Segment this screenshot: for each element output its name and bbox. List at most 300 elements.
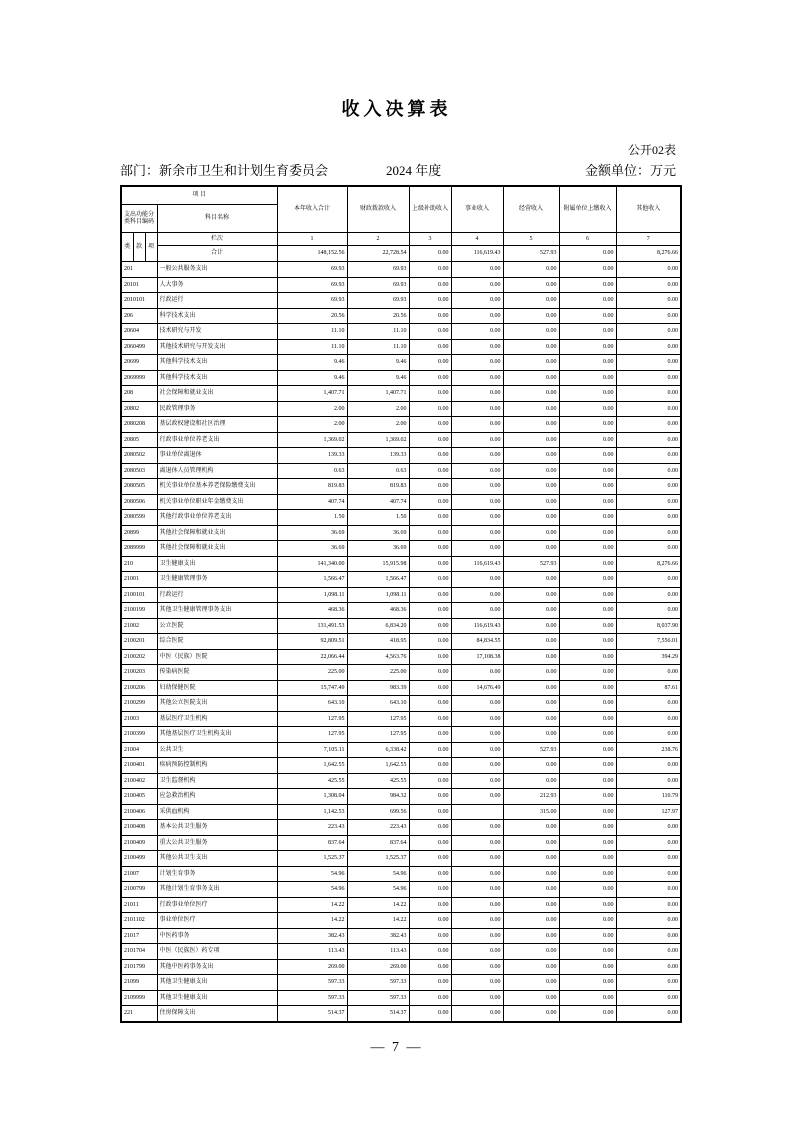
row-value: 0.00 <box>559 680 616 696</box>
row-value: 0.00 <box>409 866 451 882</box>
row-value: 139.33 <box>347 448 409 464</box>
row-value: 407.74 <box>277 494 347 510</box>
row-value: 0.00 <box>451 758 503 774</box>
table-row <box>121 262 681 278</box>
row-value: 0.00 <box>559 525 616 541</box>
table-row <box>121 897 681 913</box>
row-subject-name: 中医（民族）医院 <box>157 649 277 665</box>
row-code: 2060499 <box>121 339 157 355</box>
row-value: 15,915.98 <box>347 556 409 572</box>
row-value: 425.55 <box>347 773 409 789</box>
row-value: 36.69 <box>277 541 347 557</box>
subject-name-header: 科目名称 <box>157 205 277 233</box>
row-subject-name: 行政事业单位养老支出 <box>157 432 277 448</box>
row-value: 0.00 <box>559 603 616 619</box>
row-value: 0.00 <box>409 603 451 619</box>
row-value: 0.00 <box>503 711 559 727</box>
row-subject-name: 传染病医院 <box>157 665 277 681</box>
row-subject-name: 其他科学技术支出 <box>157 355 277 371</box>
content-area <box>120 141 679 1023</box>
row-code: 2100202 <box>121 649 157 665</box>
row-code: 2100101 <box>121 587 157 603</box>
row-value: 0.00 <box>616 572 681 588</box>
row-code: 20101 <box>121 277 157 293</box>
row-value: 0.00 <box>616 835 681 851</box>
row-value: 407.74 <box>347 494 409 510</box>
row-value: 0.00 <box>409 742 451 758</box>
row-subject-name: 中医药事务 <box>157 928 277 944</box>
row-value: 0.00 <box>559 882 616 898</box>
row-value: 15,747.49 <box>277 680 347 696</box>
table-row <box>121 401 681 417</box>
row-value: 84,834.55 <box>451 634 503 650</box>
row-value: 0.00 <box>616 277 681 293</box>
row-subject-name: 行政运行 <box>157 587 277 603</box>
row-value: 1,566.47 <box>277 572 347 588</box>
row-value: 0.00 <box>503 727 559 743</box>
row-value: 0.00 <box>616 603 681 619</box>
row-code: 2109999 <box>121 990 157 1006</box>
row-subject-name: 事业单位离退休 <box>157 448 277 464</box>
row-value: 0.00 <box>451 944 503 960</box>
row-value: 2.00 <box>277 417 347 433</box>
row-value: 315.00 <box>503 804 559 820</box>
code-part-xiang: 项 <box>145 233 157 262</box>
row-value: 116,619.43 <box>451 556 503 572</box>
row-value: 11.10 <box>277 339 347 355</box>
row-value: 7,105.11 <box>277 742 347 758</box>
row-value: 514.37 <box>347 1006 409 1022</box>
row-value: 0.00 <box>503 262 559 278</box>
row-subject-name: 其他科学技术支出 <box>157 370 277 386</box>
row-value: 468.36 <box>347 603 409 619</box>
row-value: 0.00 <box>559 494 616 510</box>
row-value: 0.00 <box>616 448 681 464</box>
row-value: 4,563.76 <box>347 649 409 665</box>
row-value: 0.00 <box>503 417 559 433</box>
row-value: 36.69 <box>347 541 409 557</box>
row-value: 0.00 <box>616 959 681 975</box>
row-value: 0.00 <box>559 463 616 479</box>
row-value: 597.33 <box>277 990 347 1006</box>
row-value: 394.29 <box>616 649 681 665</box>
row-value: 2.00 <box>277 401 347 417</box>
row-value: 0.00 <box>409 944 451 960</box>
amount-unit: 金额单位：万元 <box>584 163 676 178</box>
row-value: 9.46 <box>347 355 409 371</box>
row-value: 269.00 <box>347 959 409 975</box>
row-subject-name: 采供血机构 <box>157 804 277 820</box>
row-value: 127.95 <box>347 727 409 743</box>
row-value: 0.00 <box>559 789 616 805</box>
row-value: 0.00 <box>616 417 681 433</box>
row-value: 0.00 <box>451 928 503 944</box>
row-value: 1,098.11 <box>277 587 347 603</box>
row-code: 20699 <box>121 355 157 371</box>
row-value: 14.22 <box>347 913 409 929</box>
row-value: 1,407.71 <box>277 386 347 402</box>
table-row <box>121 479 681 495</box>
row-value: 1.50 <box>347 510 409 526</box>
row-code: 21007 <box>121 866 157 882</box>
row-value: 468.36 <box>277 603 347 619</box>
row-value: 0.00 <box>616 370 681 386</box>
row-code: 210 <box>121 556 157 572</box>
row-value: 1,369.02 <box>347 432 409 448</box>
row-code: 21001 <box>121 572 157 588</box>
table-row <box>121 773 681 789</box>
row-value: 1,407.71 <box>347 386 409 402</box>
total-value: 0.00 <box>409 246 451 262</box>
row-value: 0.00 <box>451 401 503 417</box>
row-value: 54.96 <box>347 866 409 882</box>
row-value: 0.00 <box>451 355 503 371</box>
row-code: 20802 <box>121 401 157 417</box>
row-value: 0.00 <box>409 479 451 495</box>
row-value: 0.00 <box>409 975 451 991</box>
row-value: 527.93 <box>503 556 559 572</box>
table-row <box>121 556 681 572</box>
row-subject-name: 技术研究与开发 <box>157 324 277 340</box>
row-value: 139.33 <box>277 448 347 464</box>
lanci-label: 栏次 <box>157 233 277 246</box>
row-value: 0.00 <box>451 851 503 867</box>
row-value: 127.97 <box>616 804 681 820</box>
row-value: 92,809.51 <box>277 634 347 650</box>
row-code: 206 <box>121 308 157 324</box>
row-code: 2080599 <box>121 510 157 526</box>
row-subject-name: 其他公立医院支出 <box>157 696 277 712</box>
column-header: 其他收入 <box>616 186 681 233</box>
table-row <box>121 417 681 433</box>
row-subject-name: 公立医院 <box>157 618 277 634</box>
row-value: 0.00 <box>503 649 559 665</box>
row-value: 1,369.02 <box>277 432 347 448</box>
row-subject-name: 机关事业单位职业年金缴费支出 <box>157 494 277 510</box>
row-code: 2100409 <box>121 835 157 851</box>
row-value: 0.00 <box>616 758 681 774</box>
row-code: 2010101 <box>121 293 157 309</box>
row-value: 819.83 <box>277 479 347 495</box>
row-value: 225.00 <box>347 665 409 681</box>
row-code: 2100399 <box>121 727 157 743</box>
row-subject-name: 卫生健康管理事务 <box>157 572 277 588</box>
row-value: 0.00 <box>559 587 616 603</box>
row-value: 0.00 <box>409 665 451 681</box>
row-value: 0.00 <box>559 820 616 836</box>
meta-row <box>120 161 676 181</box>
row-value: 0.00 <box>616 386 681 402</box>
row-value: 0.00 <box>409 758 451 774</box>
row-value: 0.00 <box>503 308 559 324</box>
row-value: 643.10 <box>277 696 347 712</box>
row-value: 837.64 <box>347 835 409 851</box>
table-row <box>121 572 681 588</box>
row-value: 0.00 <box>451 882 503 898</box>
row-value: 110.79 <box>616 789 681 805</box>
row-value: 11.10 <box>277 324 347 340</box>
header-row-project <box>121 186 681 205</box>
row-value: 0.00 <box>616 1006 681 1022</box>
row-value: 9.46 <box>277 370 347 386</box>
row-value: 0.00 <box>559 1006 616 1022</box>
table-row <box>121 308 681 324</box>
row-value: 0.00 <box>503 479 559 495</box>
row-subject-name: 科学技术支出 <box>157 308 277 324</box>
table-row <box>121 494 681 510</box>
row-value: 0.00 <box>503 277 559 293</box>
row-code: 2101102 <box>121 913 157 929</box>
table-row <box>121 277 681 293</box>
row-value: 0.00 <box>616 262 681 278</box>
row-value: 0.00 <box>451 587 503 603</box>
total-value: 8,276.66 <box>616 246 681 262</box>
row-value: 0.00 <box>451 463 503 479</box>
row-value: 0.00 <box>616 339 681 355</box>
row-value: 0.00 <box>409 541 451 557</box>
column-header: 上级补助收入 <box>409 186 451 233</box>
row-code: 2100799 <box>121 882 157 898</box>
row-value: 0.00 <box>503 959 559 975</box>
row-value: 0.00 <box>616 696 681 712</box>
row-value: 0.00 <box>409 680 451 696</box>
table-code-label: 公开02表 <box>627 143 676 157</box>
row-value: 699.56 <box>347 804 409 820</box>
row-code: 2100405 <box>121 789 157 805</box>
row-subject-name: 应急救治机构 <box>157 789 277 805</box>
row-subject-name: 公共卫生 <box>157 742 277 758</box>
table-row <box>121 680 681 696</box>
row-value: 14.22 <box>277 913 347 929</box>
row-value: 0.00 <box>559 742 616 758</box>
row-subject-name: 其他社会保障和就业支出 <box>157 525 277 541</box>
row-value: 0.00 <box>559 928 616 944</box>
row-subject-name: 其他行政事业单位养老支出 <box>157 510 277 526</box>
row-value: 69.93 <box>277 293 347 309</box>
row-code: 2101704 <box>121 944 157 960</box>
total-row <box>121 246 681 262</box>
column-header: 事业收入 <box>451 186 503 233</box>
row-value: 0.00 <box>451 913 503 929</box>
row-code: 2069999 <box>121 370 157 386</box>
row-subject-name: 其他计划生育事务支出 <box>157 882 277 898</box>
header-row-lanci <box>121 233 681 246</box>
row-code: 2100203 <box>121 665 157 681</box>
total-value: 0.00 <box>559 246 616 262</box>
row-subject-name: 其他卫生健康支出 <box>157 990 277 1006</box>
row-value: 0.00 <box>559 324 616 340</box>
row-subject-name: 中医（民族医）药专项 <box>157 944 277 960</box>
function-code-header: 支出功能分类科目编码 <box>121 205 157 233</box>
row-value: 0.00 <box>559 386 616 402</box>
row-subject-name: 离退休人员管理机构 <box>157 463 277 479</box>
row-value: 0.00 <box>409 773 451 789</box>
row-value: 0.00 <box>409 401 451 417</box>
row-subject-name: 其他卫生健康管理事务支出 <box>157 603 277 619</box>
row-value: 0.00 <box>616 324 681 340</box>
row-value: 238.76 <box>616 742 681 758</box>
row-subject-name: 卫生监督机构 <box>157 773 277 789</box>
row-value: 0.00 <box>559 634 616 650</box>
row-value: 0.00 <box>616 308 681 324</box>
row-value: 0.00 <box>559 355 616 371</box>
row-code: 2100499 <box>121 851 157 867</box>
row-value: 0.00 <box>451 773 503 789</box>
row-value: 0.00 <box>503 944 559 960</box>
row-value: 0.00 <box>409 789 451 805</box>
row-value: 22,066.44 <box>277 649 347 665</box>
row-value: 0.00 <box>559 711 616 727</box>
lanci-number: 5 <box>503 233 559 246</box>
row-value: 1,142.53 <box>277 804 347 820</box>
row-value: 69.93 <box>347 262 409 278</box>
row-value: 0.63 <box>277 463 347 479</box>
row-code: 21004 <box>121 742 157 758</box>
row-value: 0.00 <box>409 556 451 572</box>
row-value: 0.00 <box>409 386 451 402</box>
row-value: 0.00 <box>503 928 559 944</box>
row-value: 0.00 <box>451 696 503 712</box>
row-value: 0.00 <box>409 463 451 479</box>
row-value: 36.69 <box>347 525 409 541</box>
row-code: 2100406 <box>121 804 157 820</box>
row-value: 0.00 <box>451 494 503 510</box>
row-value: 0.00 <box>616 820 681 836</box>
table-row <box>121 696 681 712</box>
row-value: 54.96 <box>277 866 347 882</box>
row-value: 69.93 <box>347 277 409 293</box>
row-value: 597.33 <box>347 975 409 991</box>
row-value: 0.00 <box>409 1006 451 1022</box>
row-value: 0.00 <box>559 572 616 588</box>
table-row <box>121 293 681 309</box>
row-value: 0.00 <box>451 959 503 975</box>
row-value: 0.00 <box>616 587 681 603</box>
column-header: 财政拨款收入 <box>347 186 409 233</box>
table-row <box>121 603 681 619</box>
row-value: 116,619.43 <box>451 618 503 634</box>
row-value: 0.00 <box>503 990 559 1006</box>
table-row <box>121 665 681 681</box>
row-subject-name: 综合医院 <box>157 634 277 650</box>
row-value: 0.00 <box>451 603 503 619</box>
row-value: 11.10 <box>347 324 409 340</box>
table-row <box>121 339 681 355</box>
table-row <box>121 913 681 929</box>
table-row <box>121 355 681 371</box>
row-value: 6,338.42 <box>347 742 409 758</box>
row-code: 2080208 <box>121 417 157 433</box>
row-value: 0.00 <box>616 711 681 727</box>
row-value: 819.83 <box>347 479 409 495</box>
row-value: 0.00 <box>451 820 503 836</box>
row-value: 0.00 <box>409 649 451 665</box>
row-value: 9.46 <box>277 355 347 371</box>
row-value: 0.00 <box>409 339 451 355</box>
row-code: 21099 <box>121 975 157 991</box>
table-row <box>121 928 681 944</box>
row-value: 0.00 <box>409 355 451 371</box>
row-value: 382.43 <box>347 928 409 944</box>
table-row <box>121 463 681 479</box>
table-row <box>121 975 681 991</box>
table-row <box>121 789 681 805</box>
row-value: 1,566.47 <box>347 572 409 588</box>
table-row <box>121 370 681 386</box>
row-value: 0.00 <box>451 324 503 340</box>
row-value: 425.55 <box>277 773 347 789</box>
lanci-number: 1 <box>277 233 347 246</box>
row-code: 208 <box>121 386 157 402</box>
row-value: 0.00 <box>451 990 503 1006</box>
row-value: 0.00 <box>409 928 451 944</box>
row-value: 0.00 <box>503 386 559 402</box>
row-subject-name: 基本公共卫生服务 <box>157 820 277 836</box>
table-row <box>121 727 681 743</box>
row-value: 0.00 <box>503 820 559 836</box>
row-value: 0.00 <box>503 634 559 650</box>
row-subject-name: 基层医疗卫生机构 <box>157 711 277 727</box>
row-value: 0.00 <box>409 572 451 588</box>
row-value: 0.00 <box>559 835 616 851</box>
income-table <box>120 185 682 1023</box>
row-value: 0.00 <box>409 835 451 851</box>
row-value: 0.00 <box>503 510 559 526</box>
row-value: 527.93 <box>503 742 559 758</box>
row-value: 0.00 <box>559 696 616 712</box>
row-code: 2100408 <box>121 820 157 836</box>
row-value: 141,340.00 <box>277 556 347 572</box>
row-value: 0.00 <box>559 851 616 867</box>
row-value: 0.00 <box>616 882 681 898</box>
row-value: 0.00 <box>451 665 503 681</box>
table-row <box>121 990 681 1006</box>
row-value: 0.00 <box>451 277 503 293</box>
row-code: 2080505 <box>121 479 157 495</box>
row-value: 0.00 <box>503 293 559 309</box>
row-value: 0.00 <box>503 665 559 681</box>
row-value: 0.00 <box>409 959 451 975</box>
row-value: 0.00 <box>409 711 451 727</box>
row-value: 0.00 <box>503 603 559 619</box>
row-subject-name: 其他卫生健康支出 <box>157 975 277 991</box>
row-value: 223.43 <box>277 820 347 836</box>
row-subject-name: 住房保障支出 <box>157 1006 277 1022</box>
row-value: 0.00 <box>503 773 559 789</box>
row-value: 54.96 <box>277 882 347 898</box>
row-value: 0.00 <box>559 262 616 278</box>
table-row <box>121 525 681 541</box>
table-row <box>121 866 681 882</box>
row-subject-name: 民政管理事务 <box>157 401 277 417</box>
row-value: 597.33 <box>347 990 409 1006</box>
row-value: 0.00 <box>451 293 503 309</box>
row-value: 0.00 <box>559 944 616 960</box>
row-value: 0.00 <box>559 990 616 1006</box>
row-value: 0.00 <box>503 680 559 696</box>
row-value: 0.00 <box>503 355 559 371</box>
row-value: 0.00 <box>616 463 681 479</box>
row-subject-name: 其他社会保障和就业支出 <box>157 541 277 557</box>
row-code: 2100206 <box>121 680 157 696</box>
row-code: 20899 <box>121 525 157 541</box>
row-value: 0.00 <box>451 975 503 991</box>
row-value: 0.00 <box>503 370 559 386</box>
table-body <box>121 262 681 1022</box>
row-code: 2101799 <box>121 959 157 975</box>
row-value: 6,834.20 <box>347 618 409 634</box>
row-value: 0.00 <box>503 851 559 867</box>
